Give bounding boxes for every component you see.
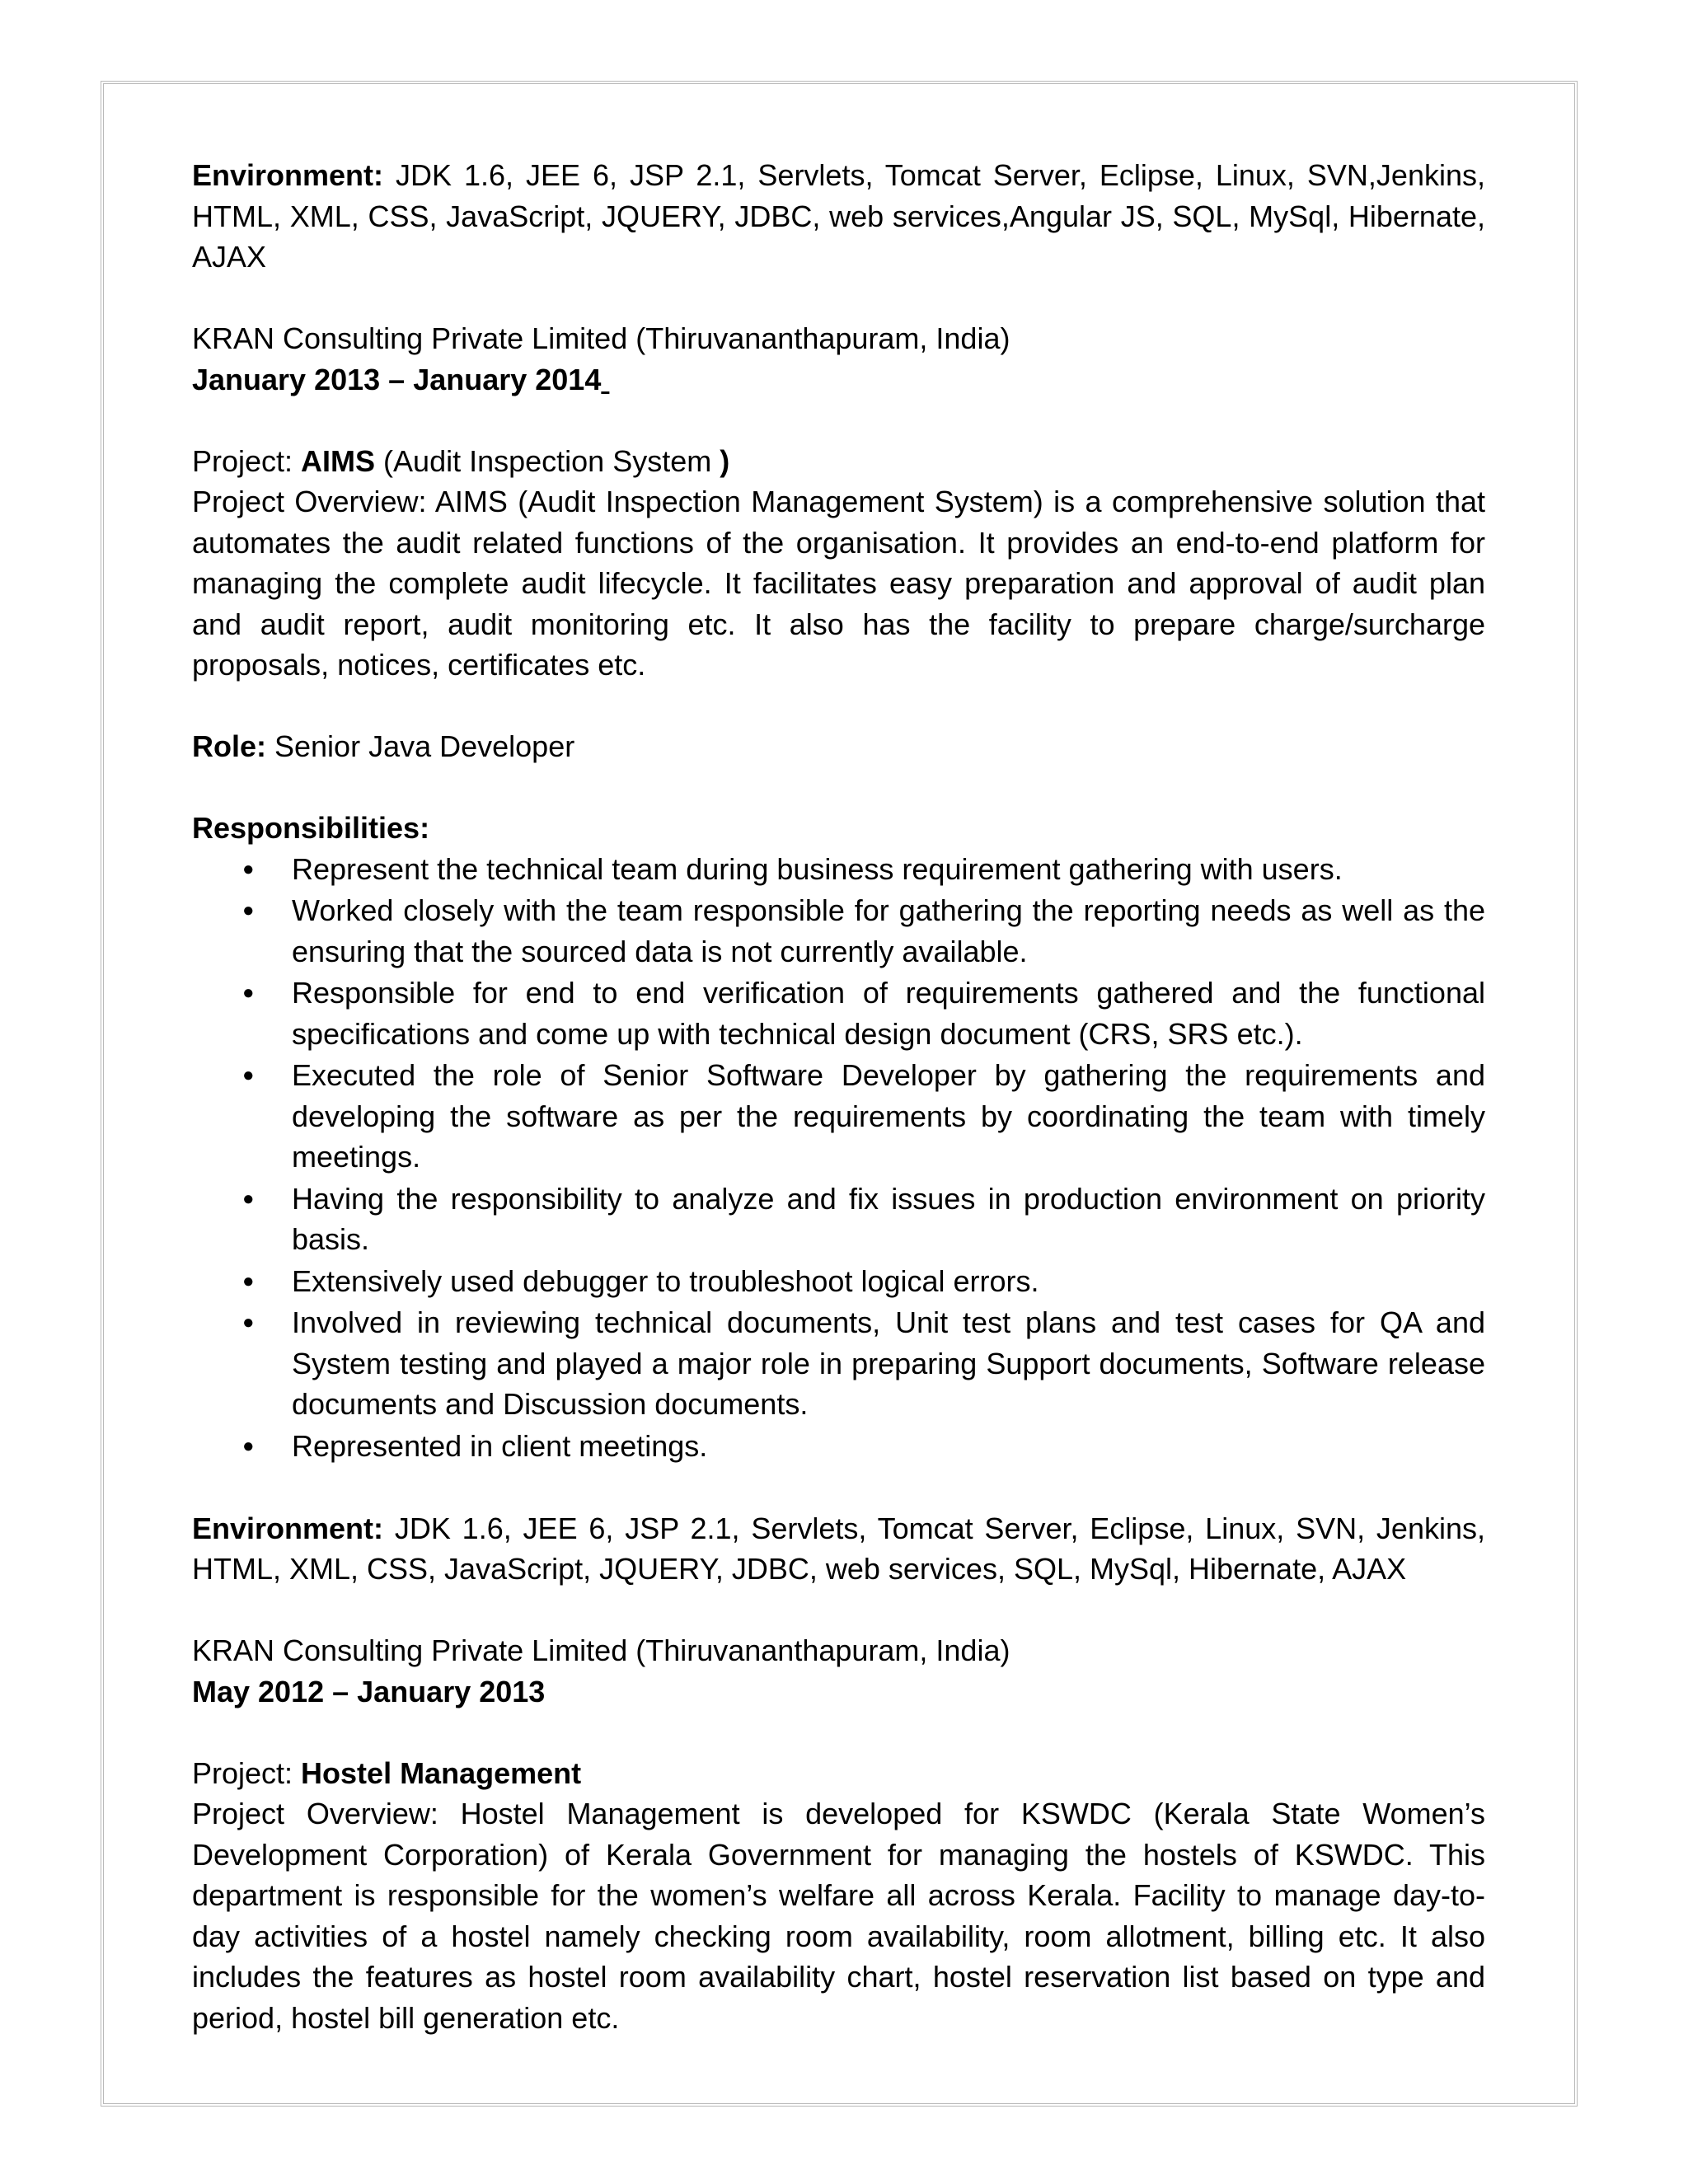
environment-paragraph-2 — [192, 1508, 1485, 1590]
project-close-paren: ) — [720, 443, 730, 478]
role-line — [192, 726, 1485, 767]
resume-content — [192, 155, 1485, 2038]
list-item: ● Represented in client meetings. — [192, 1426, 1485, 1467]
list-item: ● Executed the role of Senior Software Developer by gathering the requirements and developing the software as per the requirements by coordinating the team with timely meetings. — [192, 1055, 1485, 1178]
underscore-mark — [601, 363, 609, 396]
role-value: Senior Java Developer — [266, 729, 575, 763]
company-line: KRAN Consulting Private Limited (Thiruvananthapuram, India) — [192, 1633, 1010, 1667]
project-line — [192, 441, 1485, 482]
employment-dates: May 2012 – January 2013 — [192, 1674, 546, 1708]
responsibilities-list — [192, 849, 1485, 1467]
project-name: AIMS — [301, 443, 376, 478]
list-item: ● Worked closely with the team responsible for gathering the reporting needs as well as the ensuring that the sourced data is not currently available. — [192, 890, 1485, 972]
list-item: ● Involved in reviewing technical documents, Unit test plans and test cases for QA and System testing and played a major role in preparing Support documents, Software release documents and Discussion documents. — [192, 1302, 1485, 1425]
employment-dates — [192, 359, 1485, 401]
list-item: ● Having the responsibility to analyze and fix issues in production environment on priority basis. — [192, 1179, 1485, 1260]
environment-paragraph-1 — [192, 155, 1485, 278]
list-item: ● Extensively used debugger to troubleshoot logical errors. — [192, 1261, 1485, 1302]
list-item: ● Represent the technical team during business requirement gathering with users. — [192, 849, 1485, 890]
dates-text: January 2013 – January 2014 — [192, 362, 602, 396]
project-label: Project: — [192, 443, 302, 478]
environment-text: JDK 1.6, JEE 6, JSP 2.1, Servlets, Tomcat Server, Eclipse, Linux, SVN,Jenkins, HTML, XML, CSS, JavaScript, JQUERY, JDBC, web services,Angular JS, SQL, MySql, Hibernate, AJAX — [192, 158, 1485, 274]
environment-text: JDK 1.6, JEE 6, JSP 2.1, Servlets, Tomcat Server, Eclipse, Linux, SVN, Jenkins, HTML, XML, CSS, JavaScript, JQUERY, JDBC, web services, SQL, MySql, Hibernate, AJAX — [192, 1511, 1485, 1586]
company-line: KRAN Consulting Private Limited (Thiruvananthapuram, India) — [192, 321, 1010, 355]
project-line — [192, 1753, 1485, 1794]
environment-label: Environment: — [192, 158, 384, 192]
project-overview: Project Overview: AIMS (Audit Inspection Management System) is a comprehensive solution that automates the audit related functions of the organisation. It provides an end-to-end platform for managing the complete audit lifecycle. It facilitates easy preparation and approval of audit plan and audit report, audit monitoring etc. It also has the facility to prepare charge/surcharge proposals, notices, certificates etc. — [192, 485, 1485, 682]
project-name: Hostel Management — [301, 1755, 582, 1790]
list-item: ● Responsible for end to end verification of requirements gathered and the functional specifications and come up with technical design document (CRS, SRS etc.). — [192, 972, 1485, 1054]
environment-label: Environment: — [192, 1511, 384, 1545]
project-label: Project: — [192, 1755, 302, 1790]
project-fullname: (Audit Inspection System — [375, 443, 720, 478]
responsibilities-heading: Responsibilities: — [192, 811, 430, 845]
project-overview: Project Overview: Hostel Management is developed for KSWDC (Kerala State Women’s Development Corporation) of Kerala Government for managing the hostels of KSWDC. This department is responsible for the women’s welfare all across Kerala. Facility to manage day-to-day activities of a hostel namely checking room availability, room allotment, billing etc. It also includes the features as hostel room availability chart, hostel reservation list based on type and period, hostel bill generation etc. — [192, 1797, 1485, 2035]
role-label: Role: — [192, 729, 266, 763]
